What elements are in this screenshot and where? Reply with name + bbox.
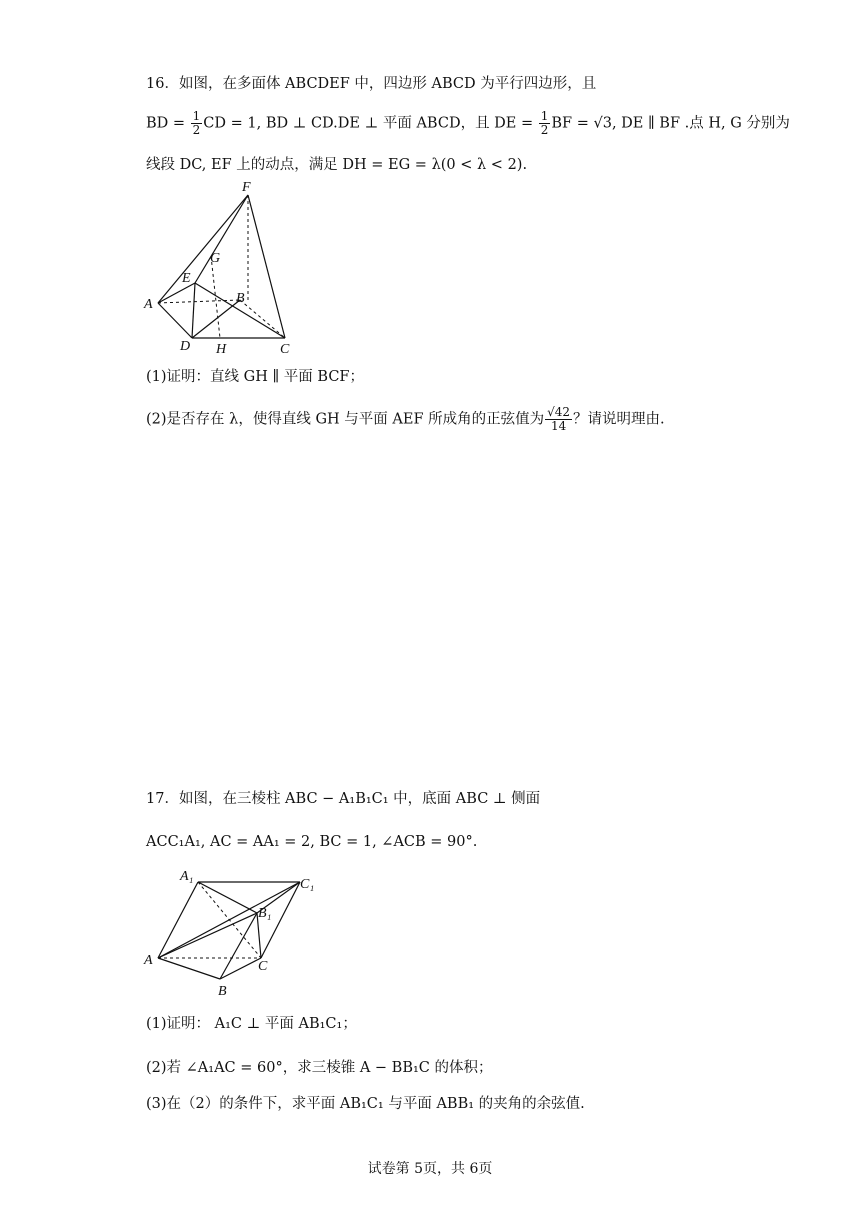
edge-fc (248, 195, 285, 338)
edge-ad (158, 303, 192, 338)
q16-part1: (1)证明：直线 GH ∥ 平面 BCF； (146, 369, 364, 385)
edge-af (158, 195, 248, 303)
fraction-numerator: √42 (547, 405, 571, 419)
edge-ab (158, 958, 220, 979)
label-a1: A₁ (180, 869, 194, 884)
edge-bc-hidden (240, 300, 285, 338)
label-d: D (180, 339, 191, 354)
q16-part2 (146, 406, 665, 433)
label-c: C (258, 959, 268, 974)
fraction-denominator: 2 (192, 123, 201, 137)
half-fraction-1 (191, 110, 203, 137)
q17-line1: 17．如图，在三棱柱 ABC − A₁B₁C₁ 中，底面 ABC ⊥ 侧面 (146, 791, 541, 807)
half-fraction-2 (539, 110, 551, 137)
label-b: B (236, 291, 245, 306)
label-c: C (280, 342, 290, 357)
q16-line2-pre: BD = (146, 115, 190, 132)
q17-prism-figure (140, 866, 330, 1001)
label-f: F (242, 180, 251, 195)
fraction-numerator: 1 (540, 109, 549, 123)
q16-line3: 线段 DC, EF 上的动点，满足 DH = EG = λ(0 < λ < 2). (146, 157, 528, 173)
q16-line2 (146, 110, 790, 137)
edge-aa1 (158, 882, 198, 958)
edge-ef (195, 195, 248, 283)
q16-line2-mid1: CD = 1, BD ⊥ CD.DE ⊥ 平面 ABCD，且 DE = (203, 115, 538, 132)
q16-part2-post: ？请说明理由. (573, 411, 665, 428)
q16-line2-mid2: BF = √3, DE ∥ BF .点 H, G 分别为 (551, 115, 790, 132)
fraction-numerator: 1 (192, 109, 201, 123)
label-b: B (218, 984, 227, 999)
label-c1: C₁ (300, 877, 315, 892)
label-g: G (210, 251, 221, 266)
q17-part1: (1)证明： A₁C ⊥ 平面 AB₁C₁； (146, 1016, 357, 1032)
q16-polyhedron-figure (140, 178, 310, 358)
q17-part2: (2)若 ∠A₁AC = 60°，求三棱锥 A − BB₁C 的体积； (146, 1060, 493, 1076)
label-e: E (182, 271, 191, 286)
label-b1: B₁ (258, 906, 272, 921)
segment-ab1 (158, 913, 257, 958)
segment-a1c-hidden (198, 882, 261, 958)
q16-line1: 16．如图，在多面体 ABCDEF 中，四边形 ABCD 为平行四边形，且 (146, 76, 597, 92)
q16-part2-pre: (2)是否存在 λ，使得直线 GH 与平面 AEF 所成角的正弦值为 (146, 411, 545, 428)
q17-line2: ACC₁A₁, AC = AA₁ = 2, BC = 1, ∠ACB = 90°. (146, 834, 478, 850)
sqrt42-over-14-fraction (545, 406, 572, 433)
fraction-denominator: 2 (540, 123, 549, 137)
label-h: H (216, 342, 227, 357)
fraction-denominator: 14 (550, 419, 567, 433)
label-a: A (144, 297, 153, 312)
edge-a1b1 (198, 882, 257, 913)
edge-ae (158, 283, 195, 303)
q17-part3: (3)在（2）的条件下，求平面 AB₁C₁ 与平面 ABB₁ 的夹角的余弦值. (146, 1096, 585, 1112)
label-a: A (144, 953, 153, 968)
page-footer: 试卷第 5页，共 6页 (367, 1161, 493, 1177)
edge-ed (192, 283, 195, 338)
